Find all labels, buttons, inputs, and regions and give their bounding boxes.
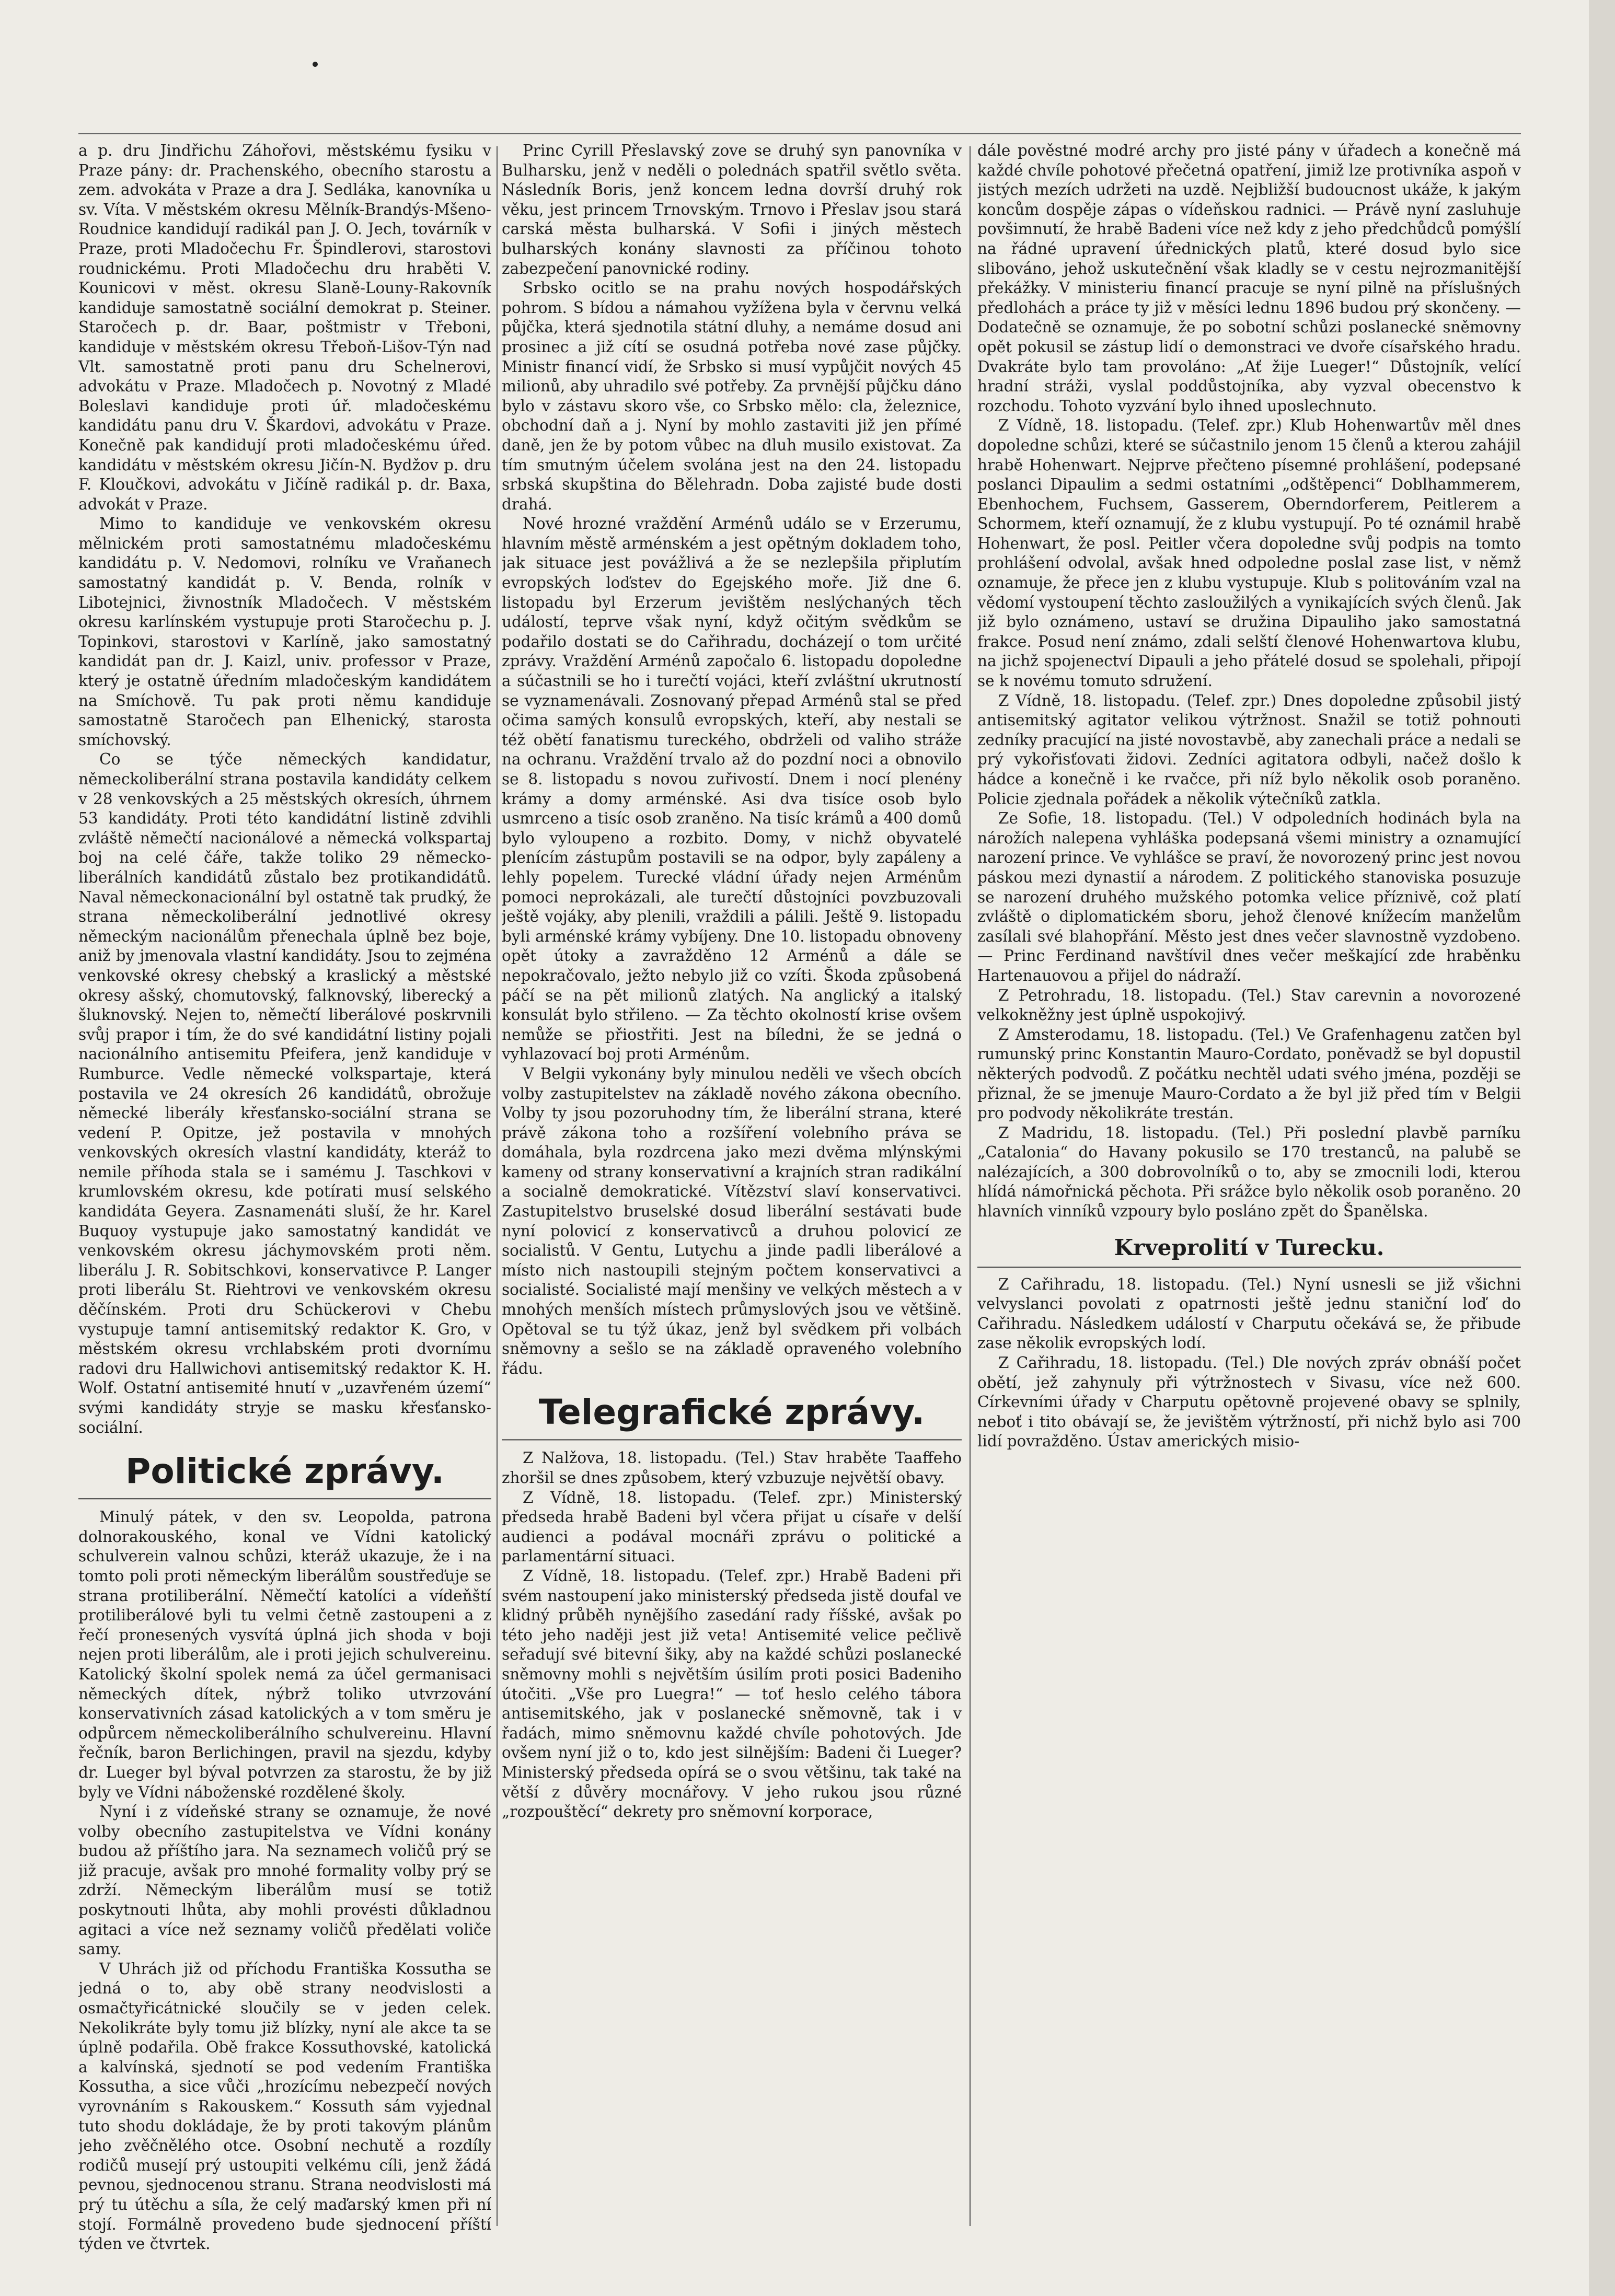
article-paragraph: Ze Sofie, 18. listopadu. (Tel.) V odpoledních hodinách byla na nárožích nalepena vyhláška podepsaná všemi ministry a oznamující narození prince. Ve vyhlášce se praví, že novorozený princ jest novou páskou mezi dynastií a národem. Z politického stanoviska posuzuje se narození druhého mužského potomka velice příznivě, což platí zvláště o diplomatickém sboru, jehož členové knížecím manželům zasílali své blahopřání. Město jest dnes večer slavnostně vyzdobeno. — Princ Ferdinand navštívil dnes večer meškající zde hraběnku Hartenauovou a přijel do nádraží. xyxy=(977,809,1521,984)
article-paragraph: Z Madridu, 18. listopadu. (Tel.) Při poslední plavbě parníku „Catalonia“ do Havany pokusilo se 170 trestanců, na palubě se nalézajících, a 300 dobrovolníků o to, aby se zmocnili lodi, kterou hlídá námořnická pěchota. Při srážce bylo několik osob poraněno. 20 hlavních vinníků vzpoury bylo posláno zpět do Španělska. xyxy=(977,1123,1521,1221)
header-rule xyxy=(78,133,1521,134)
column-3 xyxy=(977,141,1521,1452)
article-paragraph: Z Nalžova, 18. listopadu. (Tel.) Stav hraběte Taaffeho zhoršil se dnes způsobem, který vzbuzuje největší obavy. xyxy=(502,1449,962,1487)
article-paragraph: Z Vídně, 18. listopadu. (Telef. zpr.) Ministerský předseda hrabě Badeni byl včera přijat u císaře v delší audienci a podával mocnáři zprávu o politické a parlamentární situaci. xyxy=(502,1488,962,1566)
article-paragraph: Z Cařihradu, 18. listopadu. (Tel.) Nyní usnesli se již všichni velvyslanci povolati z opatrnosti ještě jednu staniční loď do Cařihradu. Následkem událostí v Charputu očekává se, že přibude zase několik evropských lodí. xyxy=(977,1275,1521,1352)
article-paragraph: Z Amsterodamu, 18. listopadu. (Tel.) Ve Grafenhagenu zatčen byl rumunský princ Konstantin Mauro-Cordato, poněvadž se byl dopustil některých podvodů. Z počátku nechtěl udati svého jména, později se přiznal, že se jmenuje Mauro-Cordato a že byl již před tím v Belgii pro podvody několikráte trestán. xyxy=(977,1025,1521,1122)
section-heading-politicke-zpravy: Politické zprávy. xyxy=(78,1448,491,1500)
page-edge-shadow xyxy=(1589,0,1615,2296)
article-paragraph: V Belgii vykonány byly minulou neděli ve všech obcích volby zastupitelstev na základě nového zákona obecního. Volby ty jsou pozoruhodny tím, že liberální strana, které právě zákona toho a rozšíření volebního práva se domáhala, byla rozdrcena jako mezi dvěma mlýnskými kameny od strany konservativní a krajních stran radikální a socialně demokratické. Vítězství slaví konservativci. Zastupitelstvo bruselské dosud liberální sestávati bude nyní polovicí z konservativců a druhou polovicí ze socialistů. V Gentu, Lutychu a jinde padli liberálové a místo nich nastoupili stejným počtem konservativci a socialisté. Socialisté mají menšiny ve velkých městech a v mnohých menších místech průmyslových jsou ve většině. Opětoval se tu týž úkaz, jenž byl svědkem při volbách sněmovny a sešlo se na základě opraveného volebního řádu. xyxy=(502,1064,962,1377)
article-paragraph: Mimo to kandiduje ve venkovském okresu mělnickém proti samostatnému mladočeskému kandidátu p. V. Nedomovi, rolníku ve Vraňanech samostatný kandidát p. V. Benda, rolník v Libotejnici, živnostník Mladočech. V městském okresu karlínském vystupuje proti Staročechu p. J. Topinkovi, starostovi v Karlíně, jako samostatný kandidát pan dr. J. Kaizl, univ. professor v Praze, který je ostatně úředním mladočeským kandidátem na Smíchově. Tu pak proti němu kandiduje samostatně Staročech pan Elhenický, starosta smíchovský. xyxy=(78,515,491,749)
column-2 xyxy=(502,141,962,1822)
article-paragraph: Nyní i z vídeňské strany se oznamuje, že nové volby obecního zastupitelstva ve Vídni konány budou až příštího jara. Na seznamech voličů prý se již pracuje, avšak pro mnohé formality volby prý se zdrží. Německým liberálům musí se totiž poskytnouti lhůta, aby mohli provésti důkladnou agitaci a více než seznamy voličů předělati voliče samy. xyxy=(78,1803,491,1958)
column-1 xyxy=(78,141,491,2254)
article-paragraph: Co se týče německých kandidatur, německoliberální strana postavila kandidáty celkem v 28 venkovských a 25 městských okresích, úhrnem 53 kandidáty. Proti této kandidátní listině zdvihli zvláště němečtí nacionálové a německá volkspartaj boj na celé čáře, takže toliko 29 německo-liberálních kandidátů zůstalo bez protikandidátů. Naval německonacionální byl ostatně tak prudký, že strana německoliberální jednotlivé okresy německým nacionálům přenechala úplně bez boje, aniž by jmenovala vlastní kandidáty. Jsou to zejména venkovské okresy chebský a kraslický a městské okresy ašský, chomutovský, falknovský, liberecký a šluknovský. Nejen to, němečtí liberálové poskrvnili svůj prapor i tím, že do své kandidátní listiny pojali nacionálního antisemitu Pfeifera, jenž kandiduje v Rumburce. Vedle německé volkspartaje, která postavila ve 24 okresích 26 kandidátů, obrožuje německé liberály křesťansko-sociální strana se vedení P. Opitze, jež postavila v mnohých venkovských okresích vlastní kandidáty, kteráž to nemile příhoda stala se i samému J. Taschkovi v krumlovském okresu, kde potírati musí selského kandidáta Geyera. Zasnamenáti sluší, že hr. Karel Buquoy vystupuje jako samostatný kandidát ve venkovském okresu jáchymovském proti něm. liberálu J. R. Sobitschkovi, konservativce P. Langer proti liberálu St. Riehtrovi ve venkovském okresu děčínském. Proti dru Schückerovi v Chebu vystupuje tamní antisemitský redaktor K. Gro, v městském okresu vrchlabském proti dvornímu radovi dru Hallwichovi antisemitský redaktor K. H. Wolf. Ostatní antisemité hnutí v „uzavřeném území“ svými kandidáty stryje se masku křesťansko-sociální. xyxy=(78,750,491,1436)
article-paragraph: Z Vídně, 18. listopadu. (Telef. zpr.) Hrabě Badeni při svém nastoupení jako ministerský předseda jistě doufal ve klidný průběh nynějšího zasedání rady říšské, avšak po této jeho naději jest již veta! Antisemité velice pečlivě seřadují své bitevní šiky, aby na každé schůzi poslanecké sněmovny mohli s největším úsilím proti posici Badeniho útočiti. „Vše pro Luegra!“ — toť heslo celého tábora antisemitského, jak v poslanecké sněmovně, tak i v řadách, mimo sněmovnu každé chvíle pohotových. Jde ovšem nyní již o to, kdo jest silnějším: Badeni či Lueger? Ministerský předseda opírá se o svou většinu, tak také na větší z důvěry mocnářovy. V jeho rukou jsou různé „rozpouštěcí“ dekrety pro sněmovní korporace, xyxy=(502,1567,962,1821)
section-heading-telegraficke-zpravy: Telegrafické zprávy. xyxy=(502,1389,962,1441)
article-paragraph: V Uhrách již od příchodu Františka Kossutha se jedná o to, aby obě strany neodvislosti a osmačtyřicátnické sloučily se v jeden celek. Nekolikráte byly tomu již blízky, nyní ale akce ta se úplně podařila. Obě frakce Kossuthovské, katolická a kalvínská, sjednotí se pod vedením Františka Kossutha, a sice vůči „hrozícímu nebezpečí nových vyrovnáním s Rakouskem.“ Kossuth sám vyjednal tuto shodu dokládaje, že by proti takovým plánům jeho zvěčnělého otce. Osobní nechutě a rozdíly rodičů musejí prý ustoupiti velkému cíli, jenž žádá pevnou, sjednocenou stranu. Strana neodvislosti má prý tu útěchu a síla, že celý maďarský kmen při ní stojí. Formálně provedeno bude sjednocení příští týden ve čtvrtek. xyxy=(78,1959,491,2253)
article-paragraph: Srbsko ocitlo se na prahu nových hospodářských pohrom. S bídou a námahou vyžížena byla v červnu velká půjčka, která sjednotila státní dluhy, a nemáme dosud ani prosinec a již cítí se osudná potřeba nové zase půjčky. Ministr financí vidí, že Srbsko si musí vypůjčit nových 45 milionů, aby uhradilo své potřeby. Za prvnější půjčku dáno bylo v zástavu skoro vše, co Srbsko mělo: cla, železnice, obchodní daň a j. Nyní by mohlo zastaviti již jen přímé daně, jen že by potom vůbec na dluh musilo existovat. Za tím smutným účelem svolána jest na den 24. listopadu srbská skupština do Bělehradn. Doba zajisté bude dosti drahá. xyxy=(502,279,962,513)
article-paragraph: Z Vídně, 18. listopadu. (Telef. zpr.) Dnes dopoledne způsobil jistý antisemitský agitator velikou výtržnost. Snažil se totiž pohnouti zedníky pracující na jisté novostavbě, aby zanechali práce a nedali se prý vykořisťovati židovi. Zedníci agitatora odbyli, načež došlo k hádce a konečně i ke rvačce, při níž bylo několik osob poraněno. Policie zjednala pořádek a několik výtečníků zatkla. xyxy=(977,691,1521,808)
article-paragraph: dále pověstné modré archy pro jisté pány v úřadech a konečně má každé chvíle pohotové přečetná opatření, jimiž lze protivníka aspoň v jistých mezích udržeti na uzdě. Nejbližší budoucnost ukáže, k jakým koncům dospěje zápas o vídeňskou radnici. — Právě nyní zasluhuje povšimnutí, že hrabě Badeni více než kdy z jeho předchůdců pomýšlí na řádné upravení úřednických platů, které dosud bylo sice slibováno, jehož uskutečnění však kladly se v cestu nejrozmanitější překážky. V ministeriu financí pracuje se nyní pilně na příslušných předlohách a práce ty již v měsíci lednu 1896 budou prý skončeny. — Dodatečně se oznamuje, že po sobotní schůzi poslanecké sněmovny opět pokusil se zástup lidí o demonstraci ve dvoře císařského hradu. Dvakráte bylo tam provoláno: „Ať žije Lueger!“ Důstojník, velící hradní stráži, vyslal poddůstojníka, aby vyzval obecenstvo k rozchodu. Tohoto vyzvání bylo ihned uposlechnuto. xyxy=(977,142,1521,415)
article-paragraph: Z Cařihradu, 18. listopadu. (Tel.) Dle nových zpráv obnáší počet obětí, jež zahynuly při výtržnostech v Sivasu, více než 600. Církevními úřady v Charputu opětovně projevené obavy se splnily, neboť i tito obávají se, že jevištěm výtržností, při nichž bylo asi 700 lidí povražděno. Ústav amerických misio- xyxy=(977,1354,1521,1451)
article-paragraph: Princ Cyrill Přeslavský zove se druhý syn panovníka v Bulharsku, jenž v neděli o polednách spatřil světlo světa. Následník Boris, jenž koncem ledna dovrší druhý rok věku, jest princem Trnovským. Trnovo i Přeslav jsou stará carská města bulharská. V Sofii i jiných městech bulharských konány slavnosti za příčinou tohoto zabezpečení panovnické rodiny. xyxy=(502,142,962,277)
newspaper-page xyxy=(78,141,1521,2253)
article-paragraph: Minulý pátek, v den sv. Leopolda, patrona dolnorakouského, konal ve Vídni katolický schulverein valnou schůzi, kteráž ukazuje, že i na tomto poli proti německým liberálům soustřeďuje se strana protiliberální. Němečtí katolíci a vídeňští protiliberálové byli tu velmi četně zastoupeni a z řečí pronesených vysvítá úplná jich shoda v boji nejen proti liberálům, ale i proti jejich schulvereinu. Katolický školní spolek nemá za účel germanisaci německých dítek, nýbrž toliko utvrzování konservativních zásad katolických a v tom směru je odpůrcem německoliberálního schulvereinu. Hlavní řečník, baron Berlichingen, pravil na sjezdu, kdyby dr. Lueger byl býval potvrzen za starostu, že by již byly ve Vídni náboženské rozdělené školy. xyxy=(78,1508,491,1801)
article-paragraph: Z Petrohradu, 18. listopadu. (Tel.) Stav carevnin a novorozené velkokněžny jest úplně uspokojivý. xyxy=(977,986,1521,1024)
section-heading-krveproliti: Krveprolití v Turecku. xyxy=(977,1232,1521,1268)
article-paragraph: Z Vídně, 18. listopadu. (Telef. zpr.) Klub Hohenwartův měl dnes dopoledne schůzi, které se súčastnilo jenom 15 členů a kterou zahájil hrabě Hohenwart. Nejprve přečteno písemné prohlášení, podepsané poslanci Dipaulim a sedmi ostatními „odštěpenci“ Doblhammerem, Ebenhochem, Fuchsem, Gasserem, Oberndorferem, Peitlerem a Schormem, kteří oznamují, že z klubu vystupují. Po té oznámil hrabě Hohenwart, že posl. Peitler včera dopoledne svůj podpis na tomto prohlášení odvolal, avšak hned odpoledne poslal zase list, v němž oznamuje, že přece jen z klubu vystupuje. Klub s politováním vzal na vědomí vystoupení těchto zasloužilých a vynikajících svých členů. Jak již bylo oznámeno, ustaví se družina Dipauliho jako samostatná frakce. Posud není známo, zdali selští členové Hohenwartova klubu, na jichž spojenectví Dipauli a jeho přátelé dosud se spolehali, připojí se k novému tomuto sdružení. xyxy=(977,416,1521,690)
scan-speck xyxy=(313,62,318,67)
column-divider xyxy=(497,146,498,2226)
article-paragraph: a p. dru Jindřichu Záhořovi, městskému fysiku v Praze pány: dr. Prachenského, obecního starostu a zem. advokáta v Praze a dra J. Sedláka, kanovníka u sv. Víta. V městském okresu Mělník-Brandýs-Mšeno-Roudnice kandidují radikál pan J. O. Jech, továrník v Praze, proti Mladočechu Fr. Špindlerovi, starostovi roudnickému. Proti Mladočechu dru hraběti V. Kounicovi v měst. okresu Slaně-Louny-Rakovník kandiduje samostatně sociální demokrat p. Steiner. Staročech p. dr. Baar, poštmistr v Třeboni, kandiduje v městském okresu Třeboň-Lišov-Týn nad Vlt. samostatně proti panu dru Schelnerovi, advokátu v Praze. Mladočech p. Novotný z Mladé Boleslavi kandiduje proti úř. mladočeskému kandidátu panu dru V. Škardovi, advokátu v Praze. Konečně pak kandidují proti mladočeskému úřed. kandidátu v městském okresu Jičín-N. Bydžov p. dru F. Kloučkovi, advokátu v Jičíně radikál p. dr. Baxa, advokát v Praze. xyxy=(78,142,491,513)
column-divider xyxy=(970,146,971,2226)
article-paragraph: Nové hrozné vraždění Arménů událo se v Erzerumu, hlavním městě arménském a jest opětným dokladem toho, jak situace jest povážlivá a že se nezlepšila připlutím evropských loďstev do Egejského moře. Již dne 6. listopadu byl Erzerum jevištěm neslýchaných těch událostí, teprve však nyní, když očitým svědkům se podařilo dostati se do Cařihradu, docházejí o tom určité zprávy. Vraždění Arménů započalo 6. listopadu dopoledne a súčastnili se ho i turečtí vojáci, kteří zvláštní ukrutností se vyznamenávali. Zosnovaný přepad Arménů stal se před očima samých konsulů evropských, kteří, aby nestali se též obětí fanatismu tureckého, obdrželi od valiho stráže na ochranu. Vraždění trvalo až do pozdní noci a obnovilo se 8. listopadu s novou zuřivostí. Dnem i nocí plenény krámy a domy arménské. Asi dva tisíce osob bylo usmrceno a tisíc osob zraněno. Na tisíc krámů a 400 domů bylo vyloupeno a rozbito. Domy, v nichž obyvatelé plenícím zástupům postavili se na odpor, byly zapáleny a lehly popelem. Turecké vládní úřady nejen Arménům pomoci neprokázali, ale turečtí důstojníci povzbuzovali ještě vojáky, aby plenili, vraždili a pálili. Ještě 9. listopadu byli arménské krámy vybíjeny. Dne 10. listopadu obnoveny opět útoky a zavražděno 12 Arménů a dále se nepokračovalo, ježto nebylo již co vzíti. Škoda způsobená páčí se na pět milionů zlatých. Na anglický a italský konsulát bylo střileno. — Za těchto okolností krise ovšem nemůže se přiostřiti. Jest na bíledni, že se jedná o vyhlazovací boj proti Arménům. xyxy=(502,515,962,1063)
